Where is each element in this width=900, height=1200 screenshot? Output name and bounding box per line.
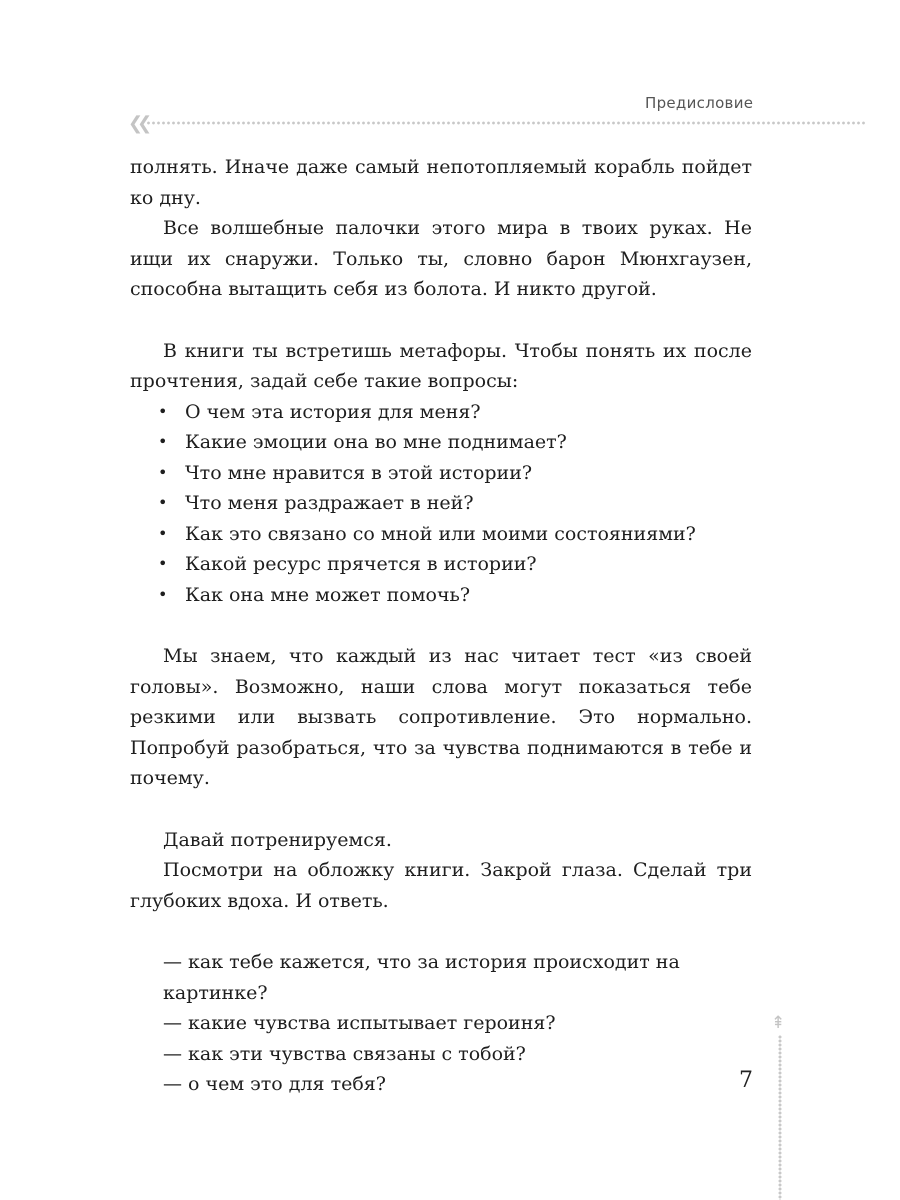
running-title: Предисловие — [645, 94, 754, 112]
list-item — [130, 488, 752, 519]
list-item — [130, 458, 752, 489]
list-item — [130, 519, 752, 550]
dash-question: — о чем это для тебя? — [163, 1073, 386, 1095]
question-list — [130, 397, 752, 611]
page-number: 7 — [739, 1068, 753, 1093]
paragraph-metaphors: В книги ты встретишь метафоры. Чтобы понять их после прочтения, задай себе такие вопросы: — [130, 339, 752, 392]
bullet-icon: • — [158, 554, 168, 573]
paragraph-continuation: полнять. Иначе даже самый непотопляемый корабль пойдет ко дну. — [130, 156, 752, 209]
list-item-text: Как она мне может помочь? — [185, 583, 471, 606]
list-item-text: Что мне нравится в этой истории? — [185, 461, 533, 484]
list-item — [130, 580, 752, 611]
bullet-icon: • — [158, 462, 168, 482]
margin-divider — [778, 1035, 782, 1200]
ornament-arrow-up-icon: ⇞ — [771, 1013, 786, 1033]
list-item — [130, 427, 752, 458]
header-divider — [146, 121, 866, 125]
bullet-icon: • — [158, 493, 168, 512]
paragraph-practice: Давай потренируемся. — [163, 828, 392, 851]
dash-question: — какие чувства испытывает героиня? — [163, 1012, 556, 1034]
bullet-icon: • — [158, 523, 168, 543]
list-item-text: Какие эмоции она во мне поднимает? — [185, 431, 567, 453]
list-item — [130, 397, 752, 428]
paragraph-magic-wands: Все волшебные палочки этого мира в твоих руках. Не ищи их снаружи. Только ты, словно барон Мюнхгаузен, способна вытащить себя из болота. И никто другой. — [130, 217, 752, 300]
paragraph-cover-instruction: Посмотри на обложку книги. Закрой глаза. Сделай три глубоких вдоха. И ответь. — [130, 859, 752, 912]
page-body — [130, 152, 752, 1100]
list-item-text: Какой ресурс прячется в истории? — [185, 553, 537, 575]
list-item-text: О чем эта история для меня? — [185, 400, 481, 423]
list-item-text: Как это связано со мной или моими состояниями? — [185, 522, 696, 545]
bullet-icon: • — [158, 401, 168, 421]
paragraph-reading: Мы знаем, что каждый из нас читает тест «из своей головы». Возможно, наши слова могут показаться тебе резкими или вызвать сопротивление. Это нормально. Попробуй разобраться, что за чувства поднимаются в тебе и почему. — [130, 645, 752, 789]
list-item — [130, 549, 752, 580]
bullet-icon: • — [158, 432, 168, 451]
dash-question: — как тебе кажется, что за история происходит на картинке? — [163, 951, 680, 1004]
dash-question: — как эти чувства связаны с тобой? — [163, 1042, 526, 1065]
bullet-icon: • — [158, 584, 168, 604]
list-item-text: Что меня раздражает в ней? — [185, 492, 474, 514]
ornament-arrow-icon: ❮❮ — [128, 113, 147, 134]
